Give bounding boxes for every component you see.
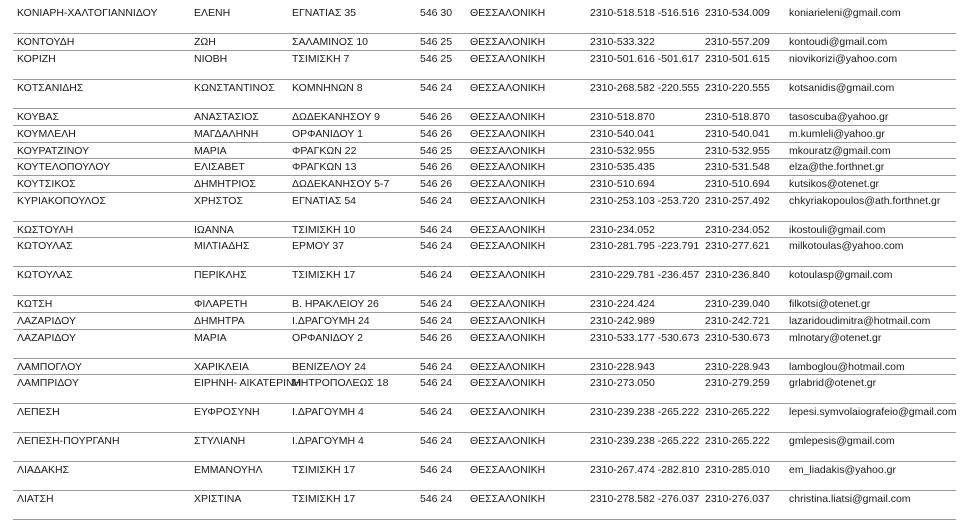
zip-cell: 546 24: [416, 80, 466, 109]
zip-cell: 546 30: [416, 5, 466, 34]
city-cell: ΘΕΣΣΑΛΟΝΙΚΗ: [466, 142, 586, 159]
phone-cell: 2310-242.989: [586, 313, 701, 330]
phone-cell: 2310-518.870: [586, 109, 701, 126]
city-cell: ΘΕΣΣΑΛΟΝΙΚΗ: [466, 358, 586, 375]
city-cell: ΘΕΣΣΑΛΟΝΙΚΗ: [466, 491, 586, 520]
email-cell[interactable]: koniarieleni@gmail.com: [785, 5, 956, 34]
address-cell: ΤΣΙΜΙΣΚΗ 17: [288, 267, 416, 296]
first-name-cell: ΔΗΜΗΤΡΙΟΣ: [190, 176, 288, 193]
first-name-cell: ΧΡΗΣΤΟΣ: [190, 192, 288, 221]
address-cell: Ι.ΔΡΑΓΟΥΜΗ 4: [288, 404, 416, 433]
table-row: [13, 433, 956, 462]
zip-cell: 546 26: [416, 176, 466, 193]
surname-cell: ΚΟΡΙΖΗ: [13, 51, 190, 80]
zip-cell: 546 25: [416, 34, 466, 51]
address-cell: ΚΟΜΝΗΝΩΝ 8: [288, 80, 416, 109]
fax-cell: 2310-220.555: [701, 80, 785, 109]
address-cell: ΜΗΤΡΟΠΟΛΕΩΣ 18: [288, 375, 416, 404]
first-name-cell: ΝΙΟΒΗ: [190, 51, 288, 80]
address-cell: ΦΡΑΓΚΩΝ 13: [288, 159, 416, 176]
phone-cell: 2310-228.943: [586, 358, 701, 375]
email-cell[interactable]: milkotoulas@yahoo.com: [785, 238, 956, 267]
first-name-cell: ΣΤΥΛΙΑΝΗ: [190, 433, 288, 462]
phone-cell: 2310-224.424: [586, 296, 701, 313]
fax-cell: 2310-265.222: [701, 433, 785, 462]
email-cell[interactable]: elza@the.forthnet.gr: [785, 159, 956, 176]
phone-cell: 2310-510.694: [586, 176, 701, 193]
email-cell[interactable]: kotoulasp@gmail.com: [785, 267, 956, 296]
phone-cell: 2310-268.582 -220.555: [586, 80, 701, 109]
zip-cell: 546 24: [416, 358, 466, 375]
surname-cell: ΚΟΝΙΑΡΗ-ΧΑΛΤΟΓΙΑΝΝΙΔΟΥ: [13, 5, 190, 34]
phone-cell: 2310-239.238 -265.222: [586, 404, 701, 433]
surname-cell: ΚΟΝΤΟΥΔΗ: [13, 34, 190, 51]
city-cell: ΘΕΣΣΑΛΟΝΙΚΗ: [466, 159, 586, 176]
surname-cell: ΚΟΥΤΕΛΟΠΟΥΛΟΥ: [13, 159, 190, 176]
table-row: [13, 125, 956, 142]
surname-cell: ΚΥΡΙΑΚΟΠΟΥΛΟΣ: [13, 192, 190, 221]
first-name-cell: ΙΩΑΝΝΑ: [190, 221, 288, 238]
fax-cell: 2310-242.721: [701, 313, 785, 330]
zip-cell: 546 24: [416, 462, 466, 491]
email-cell[interactable]: lamboglou@hotmail.com: [785, 358, 956, 375]
fax-cell: 2310-501.615: [701, 51, 785, 80]
city-cell: ΘΕΣΣΑΛΟΝΙΚΗ: [466, 221, 586, 238]
fax-cell: 2310-510.694: [701, 176, 785, 193]
zip-cell: 546 24: [416, 375, 466, 404]
city-cell: ΘΕΣΣΑΛΟΝΙΚΗ: [466, 176, 586, 193]
fax-cell: 2310-532.955: [701, 142, 785, 159]
city-cell: ΘΕΣΣΑΛΟΝΙΚΗ: [466, 313, 586, 330]
phone-cell: 2310-253.103 -253.720: [586, 192, 701, 221]
first-name-cell: ΜΑΡΙΑ: [190, 142, 288, 159]
first-name-cell: ΕΛΙΣΑΒΕΤ: [190, 159, 288, 176]
fax-cell: 2310-257.492: [701, 192, 785, 221]
zip-cell: 546 24: [416, 404, 466, 433]
phone-cell: 2310-267.474 -282.810: [586, 462, 701, 491]
phone-cell: 2310-540.041: [586, 125, 701, 142]
zip-cell: 546 26: [416, 159, 466, 176]
city-cell: ΘΕΣΣΑΛΟΝΙΚΗ: [466, 5, 586, 34]
city-cell: ΘΕΣΣΑΛΟΝΙΚΗ: [466, 80, 586, 109]
address-cell: ΟΡΦΑΝΙΔΟΥ 1: [288, 125, 416, 142]
fax-cell: 2310-236.840: [701, 267, 785, 296]
phone-cell: 2310-278.582 -276.037: [586, 491, 701, 520]
first-name-cell: ΑΝΑΣΤΑΣΙΟΣ: [190, 109, 288, 126]
city-cell: ΘΕΣΣΑΛΟΝΙΚΗ: [466, 125, 586, 142]
surname-cell: ΚΩΣΤΟΥΛΗ: [13, 221, 190, 238]
table-row: [13, 313, 956, 330]
fax-cell: 2310-279.259: [701, 375, 785, 404]
address-cell: ΕΡΜΟΥ 37: [288, 238, 416, 267]
email-cell[interactable]: chkyriakopoulos@ath.forthnet.gr: [785, 192, 956, 221]
address-cell: Β. ΗΡΑΚΛΕΙΟΥ 26: [288, 296, 416, 313]
zip-cell: 546 24: [416, 221, 466, 238]
city-cell: ΘΕΣΣΑΛΟΝΙΚΗ: [466, 329, 586, 358]
surname-cell: ΛΙΑΔΑΚΗΣ: [13, 462, 190, 491]
email-cell[interactable]: christina.liatsi@gmail.com: [785, 491, 956, 520]
email-cell[interactable]: filkotsi@otenet.gr: [785, 296, 956, 313]
surname-cell: ΚΟΥΒΑΣ: [13, 109, 190, 126]
address-cell: Ι.ΔΡΑΓΟΥΜΗ 4: [288, 433, 416, 462]
address-cell: ΤΣΙΜΙΣΚΗ 7: [288, 51, 416, 80]
city-cell: ΘΕΣΣΑΛΟΝΙΚΗ: [466, 51, 586, 80]
email-cell[interactable]: mkouratz@gmail.com: [785, 142, 956, 159]
city-cell: ΘΕΣΣΑΛΟΝΙΚΗ: [466, 192, 586, 221]
address-cell: ΔΩΔΕΚΑΝΗΣΟΥ 5-7: [288, 176, 416, 193]
table-row: [13, 142, 956, 159]
surname-cell: ΚΩΤΟΥΛΑΣ: [13, 267, 190, 296]
address-cell: ΟΡΦΑΝΙΔΟΥ 2: [288, 329, 416, 358]
phone-cell: 2310-533.177 -530.673: [586, 329, 701, 358]
email-cell[interactable]: mlnotary@otenet.gr: [785, 329, 956, 358]
zip-cell: 546 24: [416, 491, 466, 520]
table-row: [13, 221, 956, 238]
first-name-cell: ΕΜΜΑΝΟΥΗΛ: [190, 462, 288, 491]
table-row: [13, 192, 956, 221]
first-name-cell: ΖΩΗ: [190, 34, 288, 51]
table-row: [13, 80, 956, 109]
first-name-cell: ΜΙΛΤΙΑΔΗΣ: [190, 238, 288, 267]
email-cell[interactable]: grlabrid@otenet.gr: [785, 375, 956, 404]
first-name-cell: ΔΗΜΗΤΡΑ: [190, 313, 288, 330]
fax-cell: 2310-518.870: [701, 109, 785, 126]
email-cell[interactable]: em_liadakis@yahoo.gr: [785, 462, 956, 491]
fax-cell: 2310-534.009: [701, 5, 785, 34]
table-row: [13, 404, 956, 433]
zip-cell: 546 26: [416, 329, 466, 358]
first-name-cell: ΕΛΕΝΗ: [190, 5, 288, 34]
surname-cell: ΛΑΖΑΡΙΔΟΥ: [13, 329, 190, 358]
city-cell: ΘΕΣΣΑΛΟΝΙΚΗ: [466, 296, 586, 313]
fax-cell: 2310-540.041: [701, 125, 785, 142]
fax-cell: 2310-557.209: [701, 34, 785, 51]
email-cell[interactable]: m.kumleli@yahoo.gr: [785, 125, 956, 142]
zip-cell: 546 24: [416, 433, 466, 462]
zip-cell: 546 24: [416, 267, 466, 296]
zip-cell: 546 25: [416, 142, 466, 159]
fax-cell: 2310-276.037: [701, 491, 785, 520]
fax-cell: 2310-234.052: [701, 221, 785, 238]
address-cell: ΣΑΛΑΜΙΝΟΣ 10: [288, 34, 416, 51]
email-cell[interactable]: tasoscuba@yahoo.gr: [785, 109, 956, 126]
surname-cell: ΛΙΑΤΣΗ: [13, 491, 190, 520]
surname-cell: ΚΩΤΣΗ: [13, 296, 190, 313]
first-name-cell: ΜΑΓΔΑΛΗΝΗ: [190, 125, 288, 142]
address-cell: ΤΣΙΜΙΣΚΗ 10: [288, 221, 416, 238]
zip-cell: 546 24: [416, 192, 466, 221]
surname-cell: ΛΑΜΠΡΙΔΟΥ: [13, 375, 190, 404]
surname-cell: ΚΩΤΟΥΛΑΣ: [13, 238, 190, 267]
surname-cell: ΛΕΠΕΣΗ: [13, 404, 190, 433]
city-cell: ΘΕΣΣΑΛΟΝΙΚΗ: [466, 34, 586, 51]
phone-cell: 2310-229.781 -236.457: [586, 267, 701, 296]
address-cell: ΒΕΝΙΖΕΛΟΥ 24: [288, 358, 416, 375]
fax-cell: 2310-531.548: [701, 159, 785, 176]
table-row: [13, 375, 956, 404]
fax-cell: 2310-285.010: [701, 462, 785, 491]
surname-cell: ΚΟΥΡΑΤΖΙΝΟΥ: [13, 142, 190, 159]
fax-cell: 2310-265.222: [701, 404, 785, 433]
surname-cell: ΚΟΤΣΑΝΙΔΗΣ: [13, 80, 190, 109]
city-cell: ΘΕΣΣΑΛΟΝΙΚΗ: [466, 375, 586, 404]
table-row: [13, 176, 956, 193]
email-cell[interactable]: lazaridoudimitra@hotmail.com: [785, 313, 956, 330]
table-row: [13, 159, 956, 176]
phone-cell: 2310-234.052: [586, 221, 701, 238]
first-name-cell: ΚΩΝΣΤΑΝΤΙΝΟΣ: [190, 80, 288, 109]
city-cell: ΘΕΣΣΑΛΟΝΙΚΗ: [466, 404, 586, 433]
table-row: [13, 51, 956, 80]
table-row: [13, 491, 956, 520]
address-cell: ΦΡΑΓΚΩΝ 22: [288, 142, 416, 159]
zip-cell: 546 24: [416, 313, 466, 330]
first-name-cell: ΠΕΡΙΚΛΗΣ: [190, 267, 288, 296]
email-cell[interactable]: gmlepesis@gmail.com: [785, 433, 956, 462]
fax-cell: 2310-239.040: [701, 296, 785, 313]
email-cell[interactable]: niovikorizi@yahoo.com: [785, 51, 956, 80]
email-cell[interactable]: kotsanidis@gmail.com: [785, 80, 956, 109]
table-row: [13, 329, 956, 358]
phone-cell: 2310-239.238 -265.222: [586, 433, 701, 462]
city-cell: ΘΕΣΣΑΛΟΝΙΚΗ: [466, 462, 586, 491]
phone-cell: 2310-532.955: [586, 142, 701, 159]
email-cell[interactable]: ikostouli@gmail.com: [785, 221, 956, 238]
table-row: [13, 358, 956, 375]
zip-cell: 546 24: [416, 296, 466, 313]
surname-cell: ΛΕΠΕΣΗ-ΠΟΥΡΓΑΝΗ: [13, 433, 190, 462]
first-name-cell: ΧΡΙΣΤΙΝΑ: [190, 491, 288, 520]
address-cell: ΔΩΔΕΚΑΝΗΣΟΥ 9: [288, 109, 416, 126]
table-row: [13, 5, 956, 34]
fax-cell: 2310-530.673: [701, 329, 785, 358]
table-row: [13, 109, 956, 126]
notary-directory-table: [13, 5, 956, 520]
table-row: [13, 267, 956, 296]
first-name-cell: ΕΥΦΡΟΣΥΝΗ: [190, 404, 288, 433]
phone-cell: 2310-501.616 -501.617: [586, 51, 701, 80]
first-name-cell: ΧΑΡΙΚΛΕΙΑ: [190, 358, 288, 375]
address-cell: Ι.ΔΡΑΓΟΥΜΗ 24: [288, 313, 416, 330]
surname-cell: ΚΟΥΤΣΙΚΟΣ: [13, 176, 190, 193]
address-cell: ΕΓΝΑΤΙΑΣ 35: [288, 5, 416, 34]
first-name-cell: ΦΙΛΑΡΕΤΗ: [190, 296, 288, 313]
surname-cell: ΚΟΥΜΛΕΛΗ: [13, 125, 190, 142]
first-name-cell: ΜΑΡΙΑ: [190, 329, 288, 358]
email-cell[interactable]: kutsikos@otenet.gr: [785, 176, 956, 193]
address-cell: ΤΣΙΜΙΣΚΗ 17: [288, 462, 416, 491]
zip-cell: 546 26: [416, 125, 466, 142]
phone-cell: 2310-533.322: [586, 34, 701, 51]
surname-cell: ΛΑΖΑΡΙΔΟΥ: [13, 313, 190, 330]
city-cell: ΘΕΣΣΑΛΟΝΙΚΗ: [466, 238, 586, 267]
zip-cell: 546 25: [416, 51, 466, 80]
zip-cell: 546 26: [416, 109, 466, 126]
city-cell: ΘΕΣΣΑΛΟΝΙΚΗ: [466, 433, 586, 462]
zip-cell: 546 24: [416, 238, 466, 267]
email-cell[interactable]: lepesi.symvolaiografeio@gmail.com: [785, 404, 956, 433]
phone-cell: 2310-273.050: [586, 375, 701, 404]
city-cell: ΘΕΣΣΑΛΟΝΙΚΗ: [466, 109, 586, 126]
first-name-cell: ΕΙΡΗΝΗ- ΑΙΚΑΤΕΡΙΝΗ: [190, 375, 288, 404]
phone-cell: 2310-535.435: [586, 159, 701, 176]
city-cell: ΘΕΣΣΑΛΟΝΙΚΗ: [466, 267, 586, 296]
table-row: [13, 34, 956, 51]
address-cell: ΕΓΝΑΤΙΑΣ 54: [288, 192, 416, 221]
surname-cell: ΛΑΜΠΟΓΛΟΥ: [13, 358, 190, 375]
phone-cell: 2310-518.518 -516.516: [586, 5, 701, 34]
table-row: [13, 296, 956, 313]
phone-cell: 2310-281.795 -223.791: [586, 238, 701, 267]
email-cell[interactable]: kontoudi@gmail.com: [785, 34, 956, 51]
table-row: [13, 238, 956, 267]
address-cell: ΤΣΙΜΙΣΚΗ 17: [288, 491, 416, 520]
table-row: [13, 462, 956, 491]
fax-cell: 2310-228.943: [701, 358, 785, 375]
fax-cell: 2310-277.621: [701, 238, 785, 267]
